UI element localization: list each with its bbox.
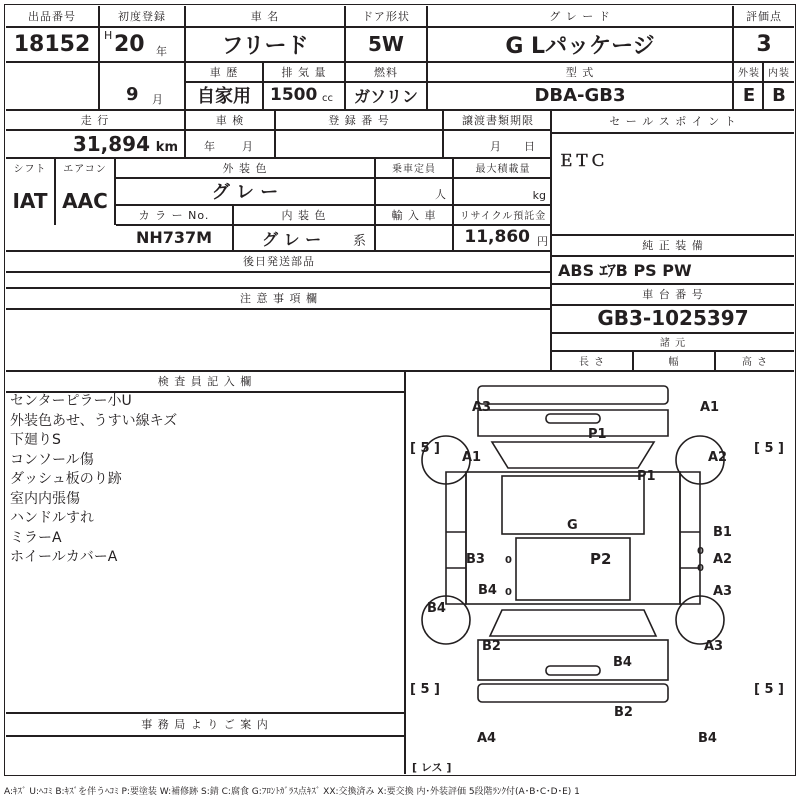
model-value: DBA-GB3 [534, 84, 626, 106]
caution-value [6, 308, 552, 370]
damage-mark: B2 [482, 639, 501, 654]
exterior-grade-label: 外装 [738, 68, 760, 79]
damage-mark: B3 [466, 552, 485, 567]
color-no-value: NH737M [135, 227, 213, 247]
dimensions-label: 諸 元 [659, 338, 687, 349]
fuel-value: ガソリン [353, 86, 418, 106]
list-item: 室内内張傷 [10, 490, 80, 507]
list-item: ホイールカバーA [10, 549, 118, 565]
mileage-number: 31,894 [72, 132, 150, 156]
damage-mark: A3 [704, 639, 724, 654]
displacement-value [264, 81, 344, 109]
first-reg-year: 20 [114, 32, 145, 57]
damage-mark: A2 [713, 552, 733, 567]
score-value: 3 [756, 31, 772, 57]
interior-color-label: 内 装 色 [281, 208, 327, 222]
inspection-label: 車 検 [215, 113, 245, 127]
max-load-value [454, 177, 552, 204]
grade-label: グ レ ー ド [549, 10, 611, 23]
later-parts-label: 後日発送部品 [243, 255, 315, 268]
damage-mark: A1 [700, 400, 720, 415]
first-reg-era: H [104, 29, 113, 42]
lot-no-value: 18152 [13, 31, 91, 57]
inspector-label: 検 査 員 記 入 欄 [157, 375, 253, 388]
damage-mark: [ 5 ] [754, 441, 784, 456]
max-load-label: 最大積載量 [475, 164, 531, 175]
recycle-value [454, 224, 552, 250]
registration-label: 登 録 番 号 [328, 113, 390, 127]
damage-mark: B4 [427, 601, 446, 616]
height-label: 高 さ [741, 356, 769, 368]
interior-grade-value: B [772, 84, 786, 106]
interior-color-text: グ レ ー [262, 230, 322, 249]
aircon-value: AAC [62, 189, 108, 213]
transfer-deadline-label: 譲渡書類期限 [462, 113, 534, 127]
damage-mark: A4 [477, 731, 497, 746]
score-label: 評価点 [746, 10, 782, 23]
damage-mark: B1 [713, 525, 732, 540]
damage-mark: A3 [713, 584, 733, 599]
registration-value [276, 129, 442, 157]
grade-value: G Lパッケージ [505, 33, 655, 59]
damage-mark: G [567, 518, 578, 533]
exterior-color-label: 外 装 色 [222, 161, 268, 175]
damage-mark: [ 5 ] [410, 682, 440, 697]
list-item: センターピラー小U [10, 393, 132, 409]
list-item: 下廻りS [10, 432, 61, 448]
exterior-color-value: グ レ ー [211, 181, 279, 203]
sales-point-label: セ ー ル ス ポ イ ン ト [609, 115, 737, 128]
chassis-label: 車 台 番 号 [642, 288, 704, 301]
transfer-deadline-value [444, 129, 552, 157]
caution-label: 注 意 事 項 欄 [240, 292, 318, 305]
fuel-label: 燃料 [374, 65, 398, 79]
displacement-label: 排 気 量 [281, 65, 327, 79]
equipment-label: 純 正 装 備 [642, 239, 704, 252]
shift-value: IAT [12, 189, 48, 213]
mileage-value [6, 129, 184, 157]
aircon-label: エアコン [63, 164, 107, 175]
damage-mark: [ 5 ] [754, 682, 784, 697]
first-reg-label: 初度登録 [118, 10, 166, 23]
damage-mark-small: 0 [505, 555, 512, 566]
length-label: 長 さ [578, 356, 606, 368]
mileage-unit: km [155, 140, 178, 155]
office-label: 事 務 局 よ り ご 案 内 [141, 718, 269, 731]
office-value [6, 735, 404, 774]
inspector-notes [10, 392, 404, 568]
import-value [376, 224, 452, 250]
max-load-unit: kg [532, 189, 546, 202]
damage-mark-small: 0 [697, 563, 704, 574]
color-no-label: カ ラ ー No. [138, 208, 210, 222]
inspection-month-unit: 月 [242, 140, 253, 153]
first-reg-value [100, 27, 184, 61]
exterior-grade-value: E [742, 84, 756, 106]
list-item: ミラーA [10, 529, 62, 546]
history-value: 自家用 [197, 86, 251, 107]
sales-point-text: ＥＴＣ [558, 151, 607, 170]
transfer-day-unit: 日 [524, 140, 535, 153]
car-name-value: フリード [221, 33, 309, 59]
lot-no-label: 出品番号 [28, 10, 76, 23]
door-shape-value: 5W [368, 32, 404, 56]
damage-mark: P1 [588, 427, 607, 442]
damage-mark: A1 [462, 450, 482, 465]
damage-mark: B4 [613, 655, 632, 670]
car-name-label: 車 名 [250, 10, 280, 23]
damage-mark-small: 0 [505, 587, 512, 598]
history-label: 車 歴 [209, 65, 239, 79]
transfer-month-unit: 月 [490, 140, 501, 153]
recycle-number: 11,860 [464, 227, 530, 247]
equipment-value: ABS ｴｱB PS PW [558, 260, 692, 280]
inspection-year-unit: 年 [204, 140, 215, 153]
model-label: 型 式 [565, 65, 595, 79]
interior-color-suffix: 系 [352, 234, 366, 249]
history-month [100, 81, 184, 109]
displacement-number: 1500 [270, 85, 318, 105]
interior-color-value [234, 224, 374, 250]
damage-mark: B4 [478, 583, 497, 598]
damage-mark: [ レス ] [412, 761, 452, 774]
damage-mark: A2 [708, 450, 728, 465]
history-month-unit: 月 [152, 93, 163, 106]
list-item: 外装色あせ、うすい線キズ [10, 412, 178, 429]
history-month-value: 9 [126, 84, 139, 105]
later-parts-value [6, 271, 552, 287]
seats-value [376, 177, 452, 204]
damage-mark: A3 [472, 400, 492, 415]
door-shape-label: ドア形状 [362, 10, 410, 23]
damage-mark: P1 [637, 469, 656, 484]
mileage-label: 走 行 [80, 113, 110, 127]
displacement-unit: cc [322, 93, 333, 104]
shift-label: シフト [13, 164, 47, 175]
list-item: ハンドルすれ [10, 510, 94, 526]
recycle-label: リサイクル預託金 [459, 211, 547, 222]
list-item: コンソール傷 [10, 451, 94, 468]
damage-mark: B4 [698, 731, 717, 746]
damage-mark: [ 5 ] [410, 441, 440, 456]
chassis-value: GB3-1025397 [597, 306, 749, 330]
damage-mark: B2 [614, 705, 633, 720]
recycle-unit: 円 [537, 235, 548, 248]
first-reg-year-unit: 年 [156, 45, 167, 58]
seats-label: 乗車定員 [392, 164, 436, 175]
damage-mark: P2 [590, 550, 612, 568]
legend-text: A:ｷｽﾞ U:ﾍｺﾐ B:ｷｽﾞを伴うﾍｺﾐ P:要塗装 W:補修跡 S:錆 C:腐食 G:ﾌﾛﾝﾄｶﾞﾗｽ点ｷｽﾞ XX:交換済み X:要交換 内･外装評価 5段階ﾗﾝｸ付(A･B･C･D･E) 1 [4, 787, 580, 797]
seats-unit: 人 [435, 188, 446, 201]
list-item: ダッシュ板のり跡 [10, 471, 122, 487]
width-label: 幅 [668, 356, 680, 368]
import-label: 輸 入 車 [391, 208, 437, 222]
inspection-value [186, 129, 274, 157]
interior-grade-label: 内装 [768, 68, 790, 79]
damage-mark-small: 0 [697, 546, 704, 557]
